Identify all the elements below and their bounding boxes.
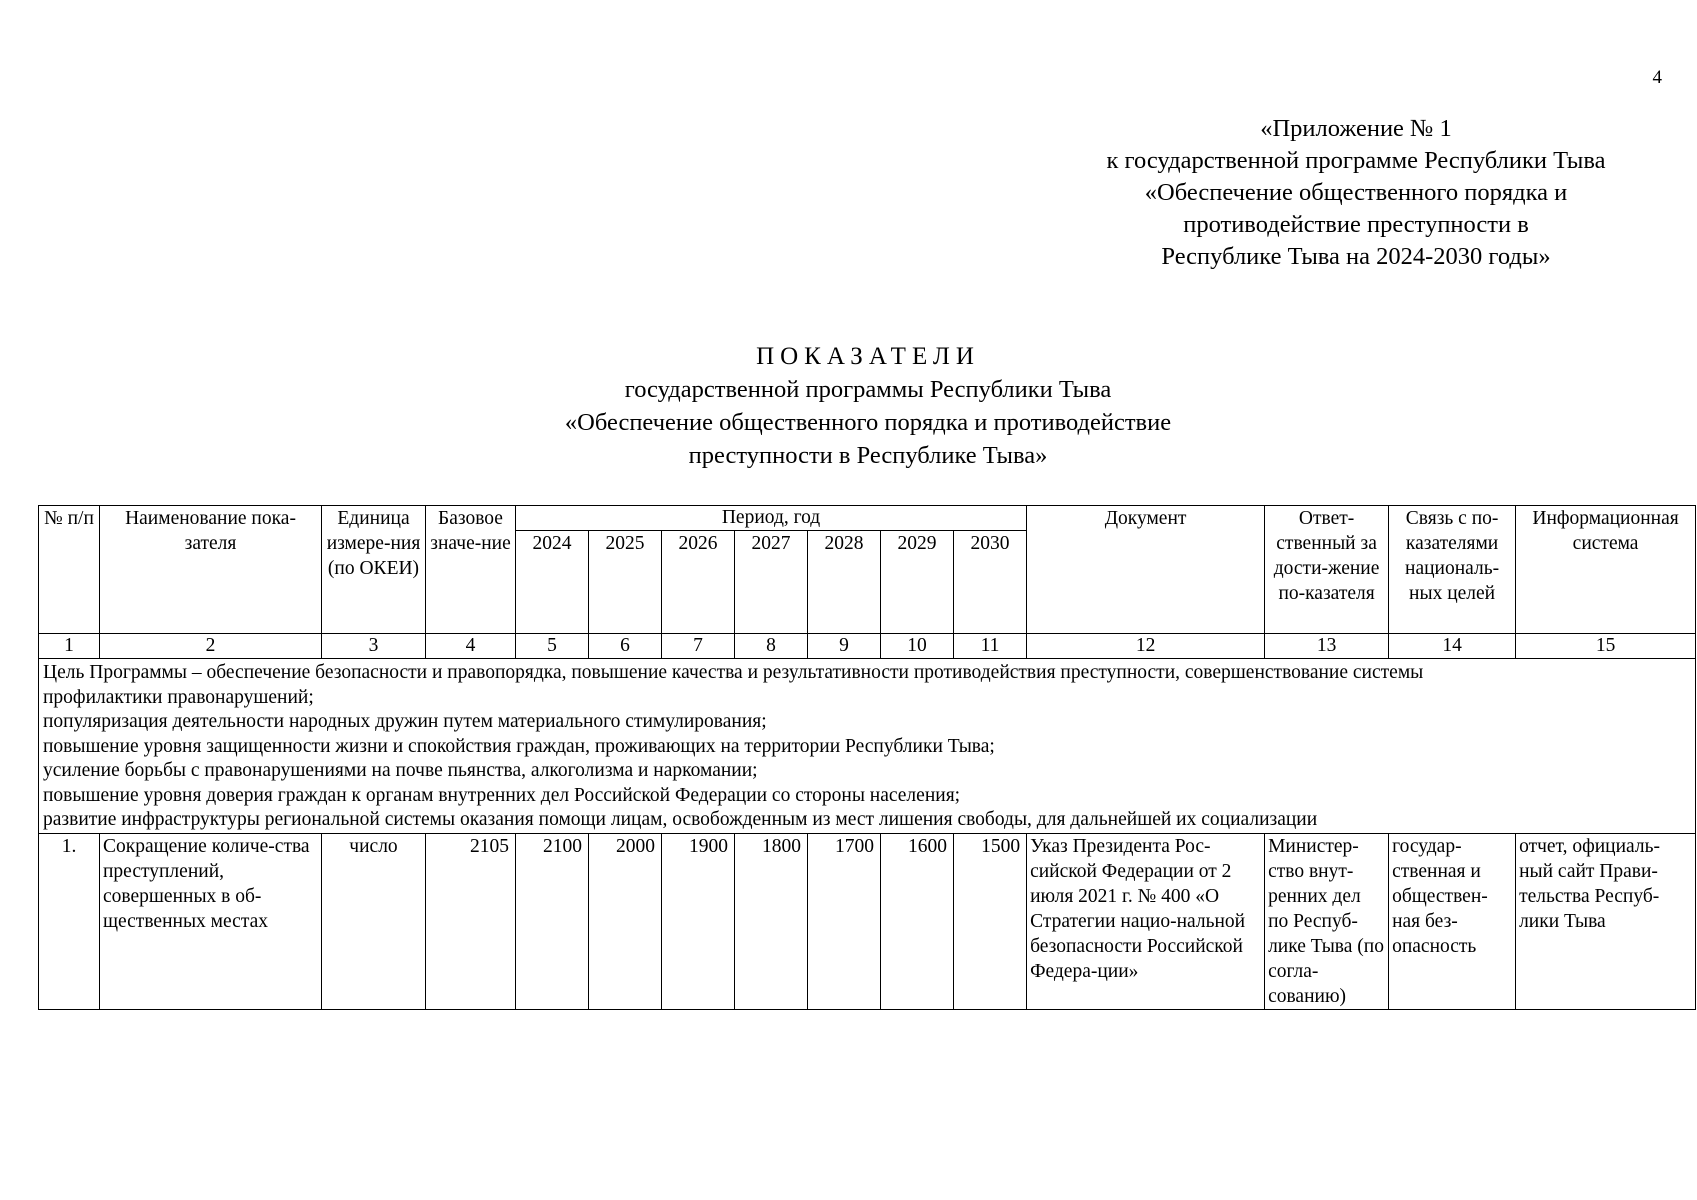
row-value: 1900 xyxy=(662,833,735,1009)
header-link: Связь с по-казателями националь-ных целей xyxy=(1389,506,1516,634)
goal-line: развитие инфраструктуры региональной системы оказания помощи лицам, освобожденным из мест лишения свободы, для дальнейшей их социализации xyxy=(43,809,1318,830)
row-value: 1800 xyxy=(735,833,808,1009)
appendix-line: к государственной программе Республики Тыва xyxy=(1106,147,1606,174)
column-number: 12 xyxy=(1027,634,1265,659)
program-goal xyxy=(39,659,1696,834)
appendix-note xyxy=(1046,113,1666,273)
header-info-system: Информационная система xyxy=(1516,506,1696,634)
row-value: 1700 xyxy=(808,833,881,1009)
goal-row xyxy=(39,659,1696,834)
row-name: Сокращение количе-ства преступлений, совершенных в об-щественных местах xyxy=(100,833,322,1009)
row-value: 1600 xyxy=(881,833,954,1009)
column-number: 6 xyxy=(589,634,662,659)
column-number: 9 xyxy=(808,634,881,659)
row-document: Указ Президента Рос-сийской Федерации от 2 июля 2021 г. № 400 «О Стратегии нацио-нальной безопасности Российской Федера-ции» xyxy=(1027,833,1265,1009)
column-number: 7 xyxy=(662,634,735,659)
header-period: Период, год xyxy=(516,506,1027,531)
row-unit: число xyxy=(322,833,426,1009)
page-number: 4 xyxy=(1652,67,1662,88)
row-value: 2000 xyxy=(589,833,662,1009)
header-year: 2027 xyxy=(735,531,808,634)
header-year: 2028 xyxy=(808,531,881,634)
indicators-table xyxy=(38,505,1696,1010)
goal-line: повышение уровня защищенности жизни и спокойствия граждан, проживающих на территории Республики Тыва; xyxy=(43,735,995,757)
row-responsible: Министер-ство внут-ренних дел по Респуб-лике Тыва (по согла-сованию) xyxy=(1265,833,1389,1009)
column-number: 4 xyxy=(426,634,516,659)
column-number: 14 xyxy=(1389,634,1516,659)
header-name: Наименование пока-зателя xyxy=(100,506,322,634)
header-base: Базовое значе-ние xyxy=(426,506,516,634)
header-year: 2025 xyxy=(589,531,662,634)
appendix-line: противодействие преступности в xyxy=(1183,211,1529,238)
appendix-line: Республике Тыва на 2024-2030 годы» xyxy=(1161,243,1551,270)
table-row xyxy=(39,833,1696,1009)
goal-line: усиление борьбы с правонарушениями на почве пьянства, алкоголизма и наркомании; xyxy=(43,760,758,781)
row-value: 1500 xyxy=(954,833,1027,1009)
column-number: 15 xyxy=(1516,634,1696,659)
row-info-system: отчет, официаль-ный сайт Прави-тельства Респуб-лики Тыва xyxy=(1516,833,1696,1009)
header-row xyxy=(39,506,1696,531)
column-numbers-row xyxy=(39,634,1696,659)
column-number: 11 xyxy=(954,634,1027,659)
header-year: 2029 xyxy=(881,531,954,634)
goal-line: повышение уровня доверия граждан к органам внутренних дел Российской Федерации со стороны населения; xyxy=(43,784,961,806)
column-number: 1 xyxy=(39,634,100,659)
row-value: 2100 xyxy=(516,833,589,1009)
goal-line: популяризация деятельности народных дружин путем материального стимулирования; xyxy=(43,711,767,732)
title-line: государственной программы Республики Тыва xyxy=(624,376,1112,403)
goal-line: Цель Программы – обеспечение безопасности и правопорядка, повышение качества и результативности противодействия преступности, совершенствование системы xyxy=(43,662,1424,683)
appendix-line: «Обеспечение общественного порядка и xyxy=(1144,179,1568,206)
header-year: 2024 xyxy=(516,531,589,634)
title-line: «Обеспечение общественного порядка и противодействие xyxy=(564,409,1172,436)
goal-line: профилактики правонарушений; xyxy=(43,686,314,708)
header-num: № п/п xyxy=(39,506,100,634)
appendix-line: «Приложение № 1 xyxy=(1260,115,1452,142)
header-responsible: Ответ-ственный за дости-жение по-казателя xyxy=(1265,506,1389,634)
column-number: 8 xyxy=(735,634,808,659)
column-number: 13 xyxy=(1265,634,1389,659)
header-unit: Единица измере-ния (по ОКЕИ) xyxy=(322,506,426,634)
header-year: 2030 xyxy=(954,531,1027,634)
column-number: 10 xyxy=(881,634,954,659)
title-heading: ПОКАЗАТЕЛИ xyxy=(756,343,980,370)
column-number: 2 xyxy=(100,634,322,659)
header-document: Документ xyxy=(1027,506,1265,634)
row-link: государ-ственная и обществен-ная без-опасность xyxy=(1389,833,1516,1009)
column-number: 3 xyxy=(322,634,426,659)
column-number: 5 xyxy=(516,634,589,659)
document-title xyxy=(0,340,1697,472)
header-year: 2026 xyxy=(662,531,735,634)
row-base: 2105 xyxy=(426,833,516,1009)
title-line: преступности в Республике Тыва» xyxy=(688,442,1048,469)
row-num: 1. xyxy=(39,833,100,1009)
